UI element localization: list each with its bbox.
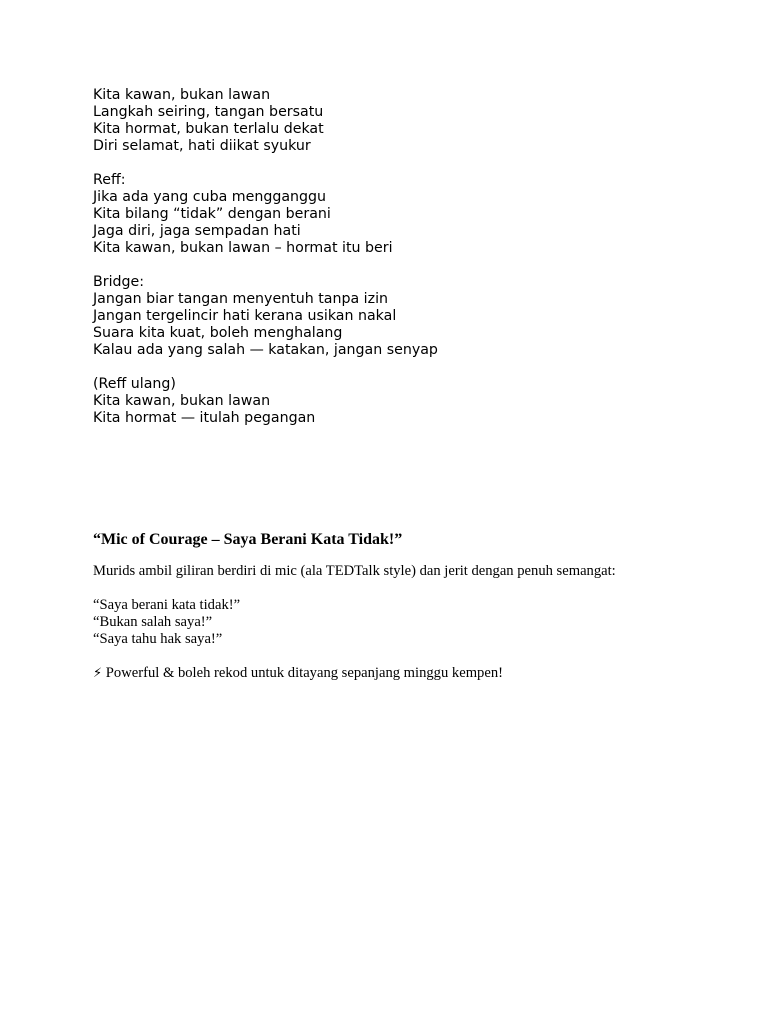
lyric-line: Kita bilang “tidak” dengan berani: [93, 206, 331, 222]
lyric-line: Kita kawan, bukan lawan: [93, 393, 271, 409]
lyric-line: Diri selamat, hati diikat syukur: [93, 138, 311, 154]
stanza-heading: (Reff ulang): [93, 376, 176, 392]
reff-repeat-stanza: [93, 376, 713, 427]
lyric-line: Kita kawan, bukan lawan: [93, 87, 271, 103]
stanza-heading: Bridge:: [93, 274, 145, 290]
shout-item: “Bukan salah saya!”: [93, 614, 213, 630]
song-lyrics: [93, 87, 713, 427]
lyric-line: Kalau ada yang salah — katakan, jangan senyap: [93, 342, 438, 358]
activity-instruction: Murids ambil giliran berdiri di mic (ala TEDTalk style) dan jerit dengan penuh semangat:: [93, 563, 616, 579]
shout-item: “Saya berani kata tidak!”: [93, 597, 241, 613]
lyric-line: Kita hormat — itulah pegangan: [93, 410, 316, 426]
lyric-line: Jaga diri, jaga sempadan hati: [93, 223, 301, 239]
lyric-line: Jangan tergelincir hati kerana usikan nakal: [93, 308, 397, 324]
activity-note: [93, 665, 713, 682]
reff-stanza: [93, 172, 713, 257]
lyric-line: Suara kita kuat, boleh menghalang: [93, 325, 343, 341]
stanza-heading: Reff:: [93, 172, 126, 188]
activity-title: “Mic of Courage – Saya Berani Kata Tidak!”: [93, 531, 403, 548]
lyric-line: Langkah seiring, tangan bersatu: [93, 104, 324, 120]
note-text: Powerful & boleh rekod untuk ditayang sepanjang minggu kempen!: [105, 665, 503, 681]
activity-section: [93, 530, 713, 682]
shout-item: “Saya tahu hak saya!”: [93, 631, 223, 647]
lightning-icon: ⚡: [93, 666, 103, 681]
shout-list: [93, 597, 713, 648]
lyric-line: Kita hormat, bukan terlalu dekat: [93, 121, 324, 137]
bridge-stanza: [93, 274, 713, 359]
lyric-line: Jika ada yang cuba mengganggu: [93, 189, 327, 205]
lyric-line: Jangan biar tangan menyentuh tanpa izin: [93, 291, 389, 307]
lyric-line: Kita kawan, bukan lawan – hormat itu beri: [93, 240, 393, 256]
verse-stanza: [93, 87, 713, 155]
